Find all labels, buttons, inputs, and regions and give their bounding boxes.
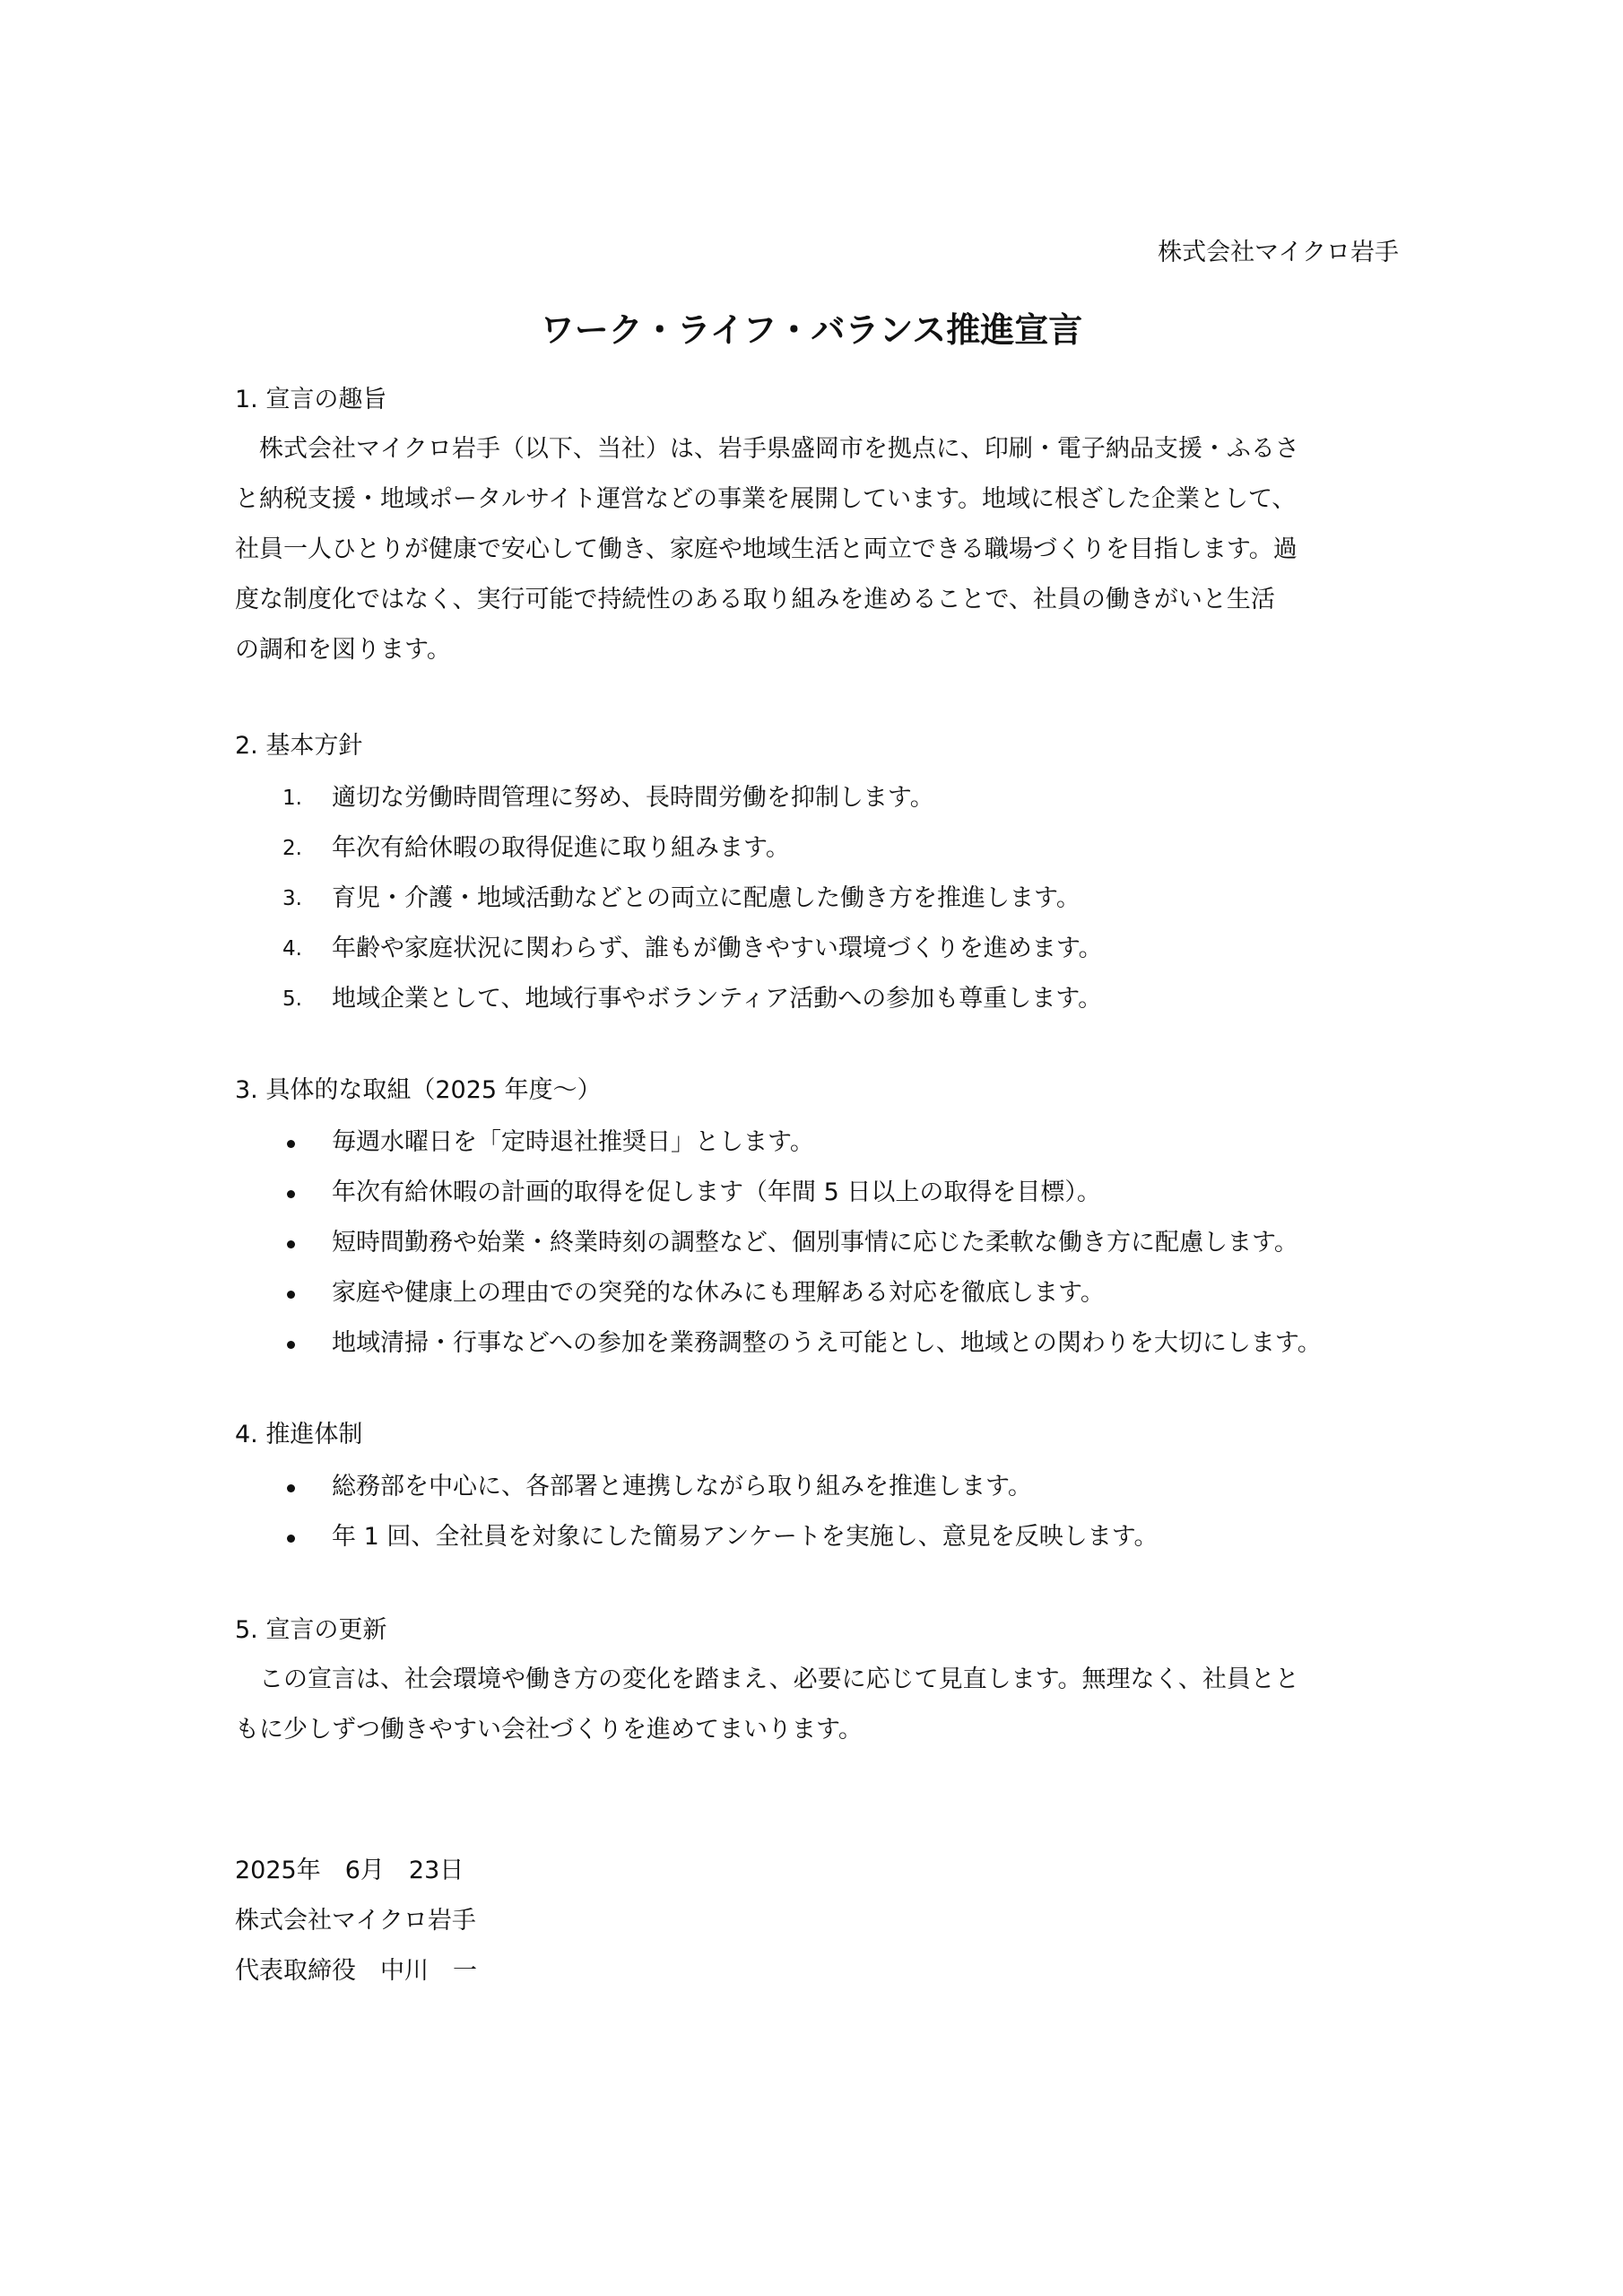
paragraph-line: 度な制度化ではなく、実行可能で持続性のある取り組みを進めることで、社員の働きがいと生活 <box>235 586 1275 613</box>
bullet-icon <box>287 1190 295 1198</box>
list-item <box>0 874 1623 924</box>
list-item-text: 適切な労働時間管理に努め、長時間労働を抑制します。 <box>332 784 934 812</box>
list-item-text: 短時間勤務や始業・終業時刻の調整など、個別事情に応じた柔軟な働き方に配慮します。 <box>332 1229 1298 1257</box>
list-item-text: 年次有給休暇の計画的取得を促します（年間 5 日以上の取得を目標）。 <box>332 1178 1101 1206</box>
list-item <box>0 823 1623 874</box>
section-5-paragraph <box>235 1655 1401 1755</box>
list-item <box>0 1218 1623 1268</box>
list-item-text: 年次有給休暇の取得促進に取り組みます。 <box>332 834 790 862</box>
section-5-heading: 5. 宣言の更新 <box>235 1616 387 1644</box>
list-item <box>0 1118 1623 1168</box>
list-item-text: 年 1 回、全社員を対象にした簡易アンケートを実施し、意見を反映します。 <box>332 1523 1159 1551</box>
list-number: 5. <box>282 987 302 1011</box>
list-item-text: 毎週水曜日を「定時退社推奨日」とします。 <box>332 1128 814 1156</box>
bullet-icon <box>287 1535 295 1543</box>
signature-date: 2025年 6月 23日 <box>235 1857 464 1884</box>
signature-representative: 代表取締役 中川 一 <box>235 1957 477 1985</box>
bullet-icon <box>287 1240 295 1248</box>
bullet-icon <box>287 1341 295 1349</box>
list-number: 2. <box>282 837 302 860</box>
paragraph-line: の調和を図ります。 <box>235 636 451 664</box>
signature-company: 株式会社マイクロ岩手 <box>235 1907 476 1935</box>
paragraph-line: 社員一人ひとりが健康で安心して働き、家庭や地域生活と両立できる職場づくりを目指します。過 <box>235 535 1298 563</box>
list-item <box>0 1512 1623 1562</box>
list-item <box>0 1462 1623 1512</box>
bullet-icon <box>287 1140 295 1148</box>
list-item-text: 年齢や家庭状況に関わらず、誰もが働きやすい環境づくりを進めます。 <box>332 935 1103 962</box>
list-number: 1. <box>282 787 302 810</box>
list-item <box>0 1318 1623 1369</box>
company-name-header: 株式会社マイクロ岩手 <box>1158 239 1399 266</box>
list-item-text: 地域清掃・行事などへの参加を業務調整のうえ可能とし、地域との関わりを大切にします。 <box>332 1329 1322 1357</box>
list-item-text: 総務部を中心に、各部署と連携しながら取り組みを推進します。 <box>332 1473 1032 1500</box>
list-number: 4. <box>282 937 302 961</box>
initiatives-list <box>0 1118 1623 1369</box>
list-item-text: 家庭や健康上の理由での突発的な休みにも理解ある対応を徹底します。 <box>332 1279 1105 1307</box>
list-item <box>0 773 1623 823</box>
paragraph-line: 株式会社マイクロ岩手（以下、当社）は、岩手県盛岡市を拠点に、印刷・電子納品支援・ふるさ <box>235 435 1299 463</box>
list-item <box>0 1168 1623 1218</box>
bullet-icon <box>287 1484 295 1492</box>
section-1-paragraph <box>235 424 1401 675</box>
section-3-heading: 3. 具体的な取組（2025 年度～） <box>235 1076 602 1104</box>
policy-list <box>0 773 1623 1024</box>
document-title: ワーク・ライフ・バランス推進宣言 <box>540 310 1083 350</box>
section-2-heading: 2. 基本方針 <box>235 732 363 760</box>
paragraph-line: この宣言は、社会環境や働き方の変化を踏まえ、必要に応じて見直します。無理なく、社員とと <box>235 1665 1299 1693</box>
section-1-heading: 1. 宣言の趣旨 <box>235 386 387 413</box>
list-item-text: 地域企業として、地域行事やボランティア活動への参加も尊重します。 <box>332 985 1103 1013</box>
list-number: 3. <box>282 887 302 910</box>
list-item <box>0 924 1623 974</box>
list-item <box>0 1268 1623 1318</box>
list-item-text: 育児・介護・地域活動などとの両立に配慮した働き方を推進します。 <box>332 884 1081 912</box>
bullet-icon <box>287 1291 295 1299</box>
paragraph-line: もに少しずつ働きやすい会社づくりを進めてまいります。 <box>235 1716 863 1744</box>
section-4-heading: 4. 推進体制 <box>235 1421 363 1448</box>
list-item <box>0 974 1623 1024</box>
structure-list <box>0 1462 1623 1562</box>
paragraph-line: と納税支援・地域ポータルサイト運営などの事業を展開しています。地域に根ざした企業として、 <box>235 485 1297 513</box>
